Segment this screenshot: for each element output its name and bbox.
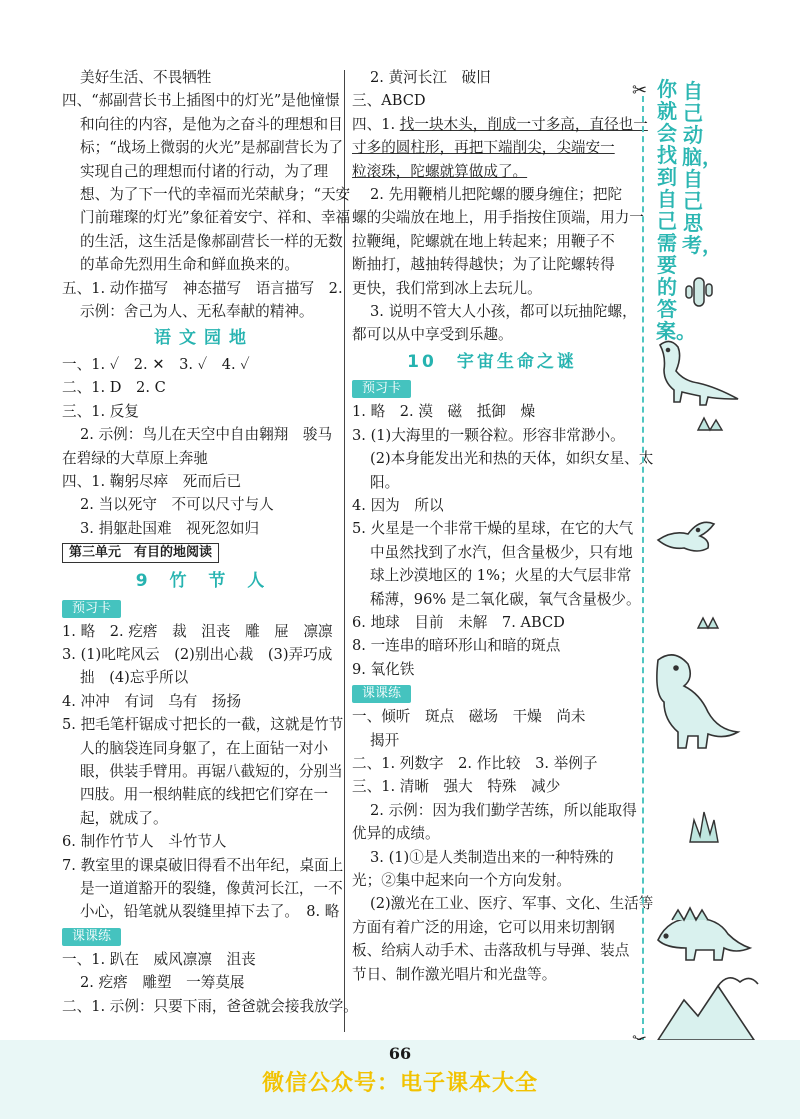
answer-line: (2)激光在工业、医疗、军事、文化、生活等 bbox=[370, 895, 654, 913]
answer-line: 的生活，这生活是像郝副营长一样的无数 bbox=[80, 232, 343, 250]
answer-line: 想、为了下一代的幸福而光荣献身；“天安 bbox=[80, 186, 351, 204]
section-tag-preview: 预习卡 bbox=[62, 600, 121, 618]
underlined-answer: 粒滚珠，陀螺就算做成了。 bbox=[352, 162, 528, 180]
answer-line: 球上沙漠地区的 1%；火星的大气层非常 bbox=[370, 567, 632, 585]
answer-line: 阳。 bbox=[370, 473, 400, 491]
answer-line: 实现自己的理想而付诸的行动，为了理 bbox=[80, 162, 329, 180]
answer-line: 7. 教室里的课桌破旧得看不出年纪，桌面上 bbox=[62, 856, 344, 874]
answer-line: 2. 示例：鸟儿在天空中自由翱翔 骏马 bbox=[80, 426, 333, 444]
answer-line: 光；②集中起来向一个方向发射。 bbox=[352, 872, 571, 889]
answer-line: 稀薄，96% 是二氧化碳，氧气含量极少。 bbox=[370, 590, 641, 608]
answer-line: 一、1. ✓ 2. ✕ 3. ✓ 4. ✓ bbox=[62, 355, 250, 373]
answer-line: 二、1. D 2. C bbox=[62, 379, 166, 397]
answer-line: 和向往的内容，是他为之奋斗的理想和目 bbox=[80, 115, 343, 133]
answer-line: 门前璀璨的灯光”象征着安宁、祥和、幸福 bbox=[80, 209, 351, 227]
answer-line: 2. 黄河长江 破旧 bbox=[370, 69, 491, 86]
sidebar-slogan-right: 自己动脑，自己思考， bbox=[682, 79, 722, 257]
answer-line: 更快，我们常到冰上去玩儿。 bbox=[352, 279, 542, 297]
answer-line: 人的脑袋连同身躯了，在上面钻一对小 bbox=[80, 739, 329, 757]
grass-icon bbox=[690, 812, 718, 842]
answer-line: 拙 (4)忘乎所以 bbox=[80, 669, 189, 687]
answer-line: (2)本身能发出光和热的天体，如织女星、太 bbox=[370, 450, 654, 468]
answer-line: 4. 因为 所以 bbox=[352, 496, 444, 514]
pterodactyl-icon bbox=[658, 522, 714, 551]
answer-line: 3. (1)叱咤风云 (2)别出心裁 (3)弄巧成 bbox=[62, 645, 333, 663]
left-column bbox=[62, 66, 358, 1018]
answer-line: 在碧绿的大草原上奔驰 bbox=[62, 449, 208, 467]
answer-line: 3. (1)①是人类制造出来的一种特殊的 bbox=[370, 848, 614, 866]
answer-line: 节日、制作激光唱片和光盘等。 bbox=[352, 965, 557, 983]
answer-line: 四、1. 鞠躬尽瘁 死而后已 bbox=[62, 472, 242, 490]
answer-line: 中虽然找到了水汽，但含量极少，只有地 bbox=[370, 543, 633, 561]
answer-line: 5. 把毛笔杆锯成寸把长的一截，这就是竹节 bbox=[62, 716, 344, 734]
answer-line: 是一道道豁开的裂缝，像黄河长江，一不 bbox=[80, 880, 343, 897]
answer-line: 二、1. 示例：只要下雨，爸爸就会接我放学。 bbox=[62, 997, 358, 1015]
lesson-title: 9 竹 节 人 bbox=[135, 571, 273, 592]
cactus-icon bbox=[686, 278, 712, 306]
stegosaurus-icon bbox=[658, 908, 750, 960]
underlined-answer: 寸多的圆柱形，再把下端削尖，尖端安一 bbox=[352, 139, 615, 157]
page-number: 66 bbox=[388, 1044, 412, 1063]
scissors-icon: ✂ bbox=[632, 80, 648, 101]
answer-line: 四、“郝副营长书上插图中的灯光”是他憧憬 bbox=[62, 92, 340, 110]
answer-line: 的革命先烈用生命和鲜血换来的。 bbox=[80, 256, 299, 274]
standing-dinosaur-icon bbox=[657, 655, 738, 748]
answer-line: 三、1. 清晰 强大 特殊 减少 bbox=[352, 778, 561, 796]
answer-line: 方面有着广泛的用途，它可以用来切割钢 bbox=[352, 918, 615, 936]
unit-label: 第三单元 有目的地阅读 bbox=[62, 543, 219, 563]
answer-line: 板、给病人动手术、击落敌机与导弹、装点 bbox=[352, 942, 630, 960]
section-title: 语文园地 bbox=[154, 328, 254, 349]
answer-line: 眼，供装手臂用。再锯八截短的，分别当 bbox=[80, 762, 343, 780]
answer-line: 五、1. 动作描写 神态描写 语言描写 2. bbox=[62, 279, 343, 297]
section-tag-preview: 预习卡 bbox=[352, 380, 411, 398]
answer-line: 美好生活、不畏牺牲 bbox=[80, 69, 212, 86]
answer-line: 三、ABCD bbox=[352, 92, 426, 110]
underlined-answer: 找一块木头，削成一寸多高，直径也一 bbox=[399, 115, 648, 133]
answer-line: 揭开 bbox=[370, 731, 400, 749]
answer-line: 3. (1)大海里的一颗谷粒。形容非常渺小。 bbox=[352, 426, 625, 444]
bush-icon bbox=[698, 418, 722, 430]
bush-icon bbox=[698, 618, 718, 628]
answer-line: 3. 说明不管大人小孩，都可以玩抽陀螺， bbox=[370, 303, 637, 321]
sidebar-slogan-left: 你就会找到自己需要的答案。 bbox=[656, 77, 696, 343]
section-tag-practice: 课课练 bbox=[352, 685, 411, 703]
right-column bbox=[352, 66, 654, 986]
answer-line: 起，就成了。 bbox=[80, 809, 168, 827]
decorative-sidebar bbox=[632, 0, 800, 1119]
answer-line: 6. 地球 目前 未解 7. ABCD bbox=[352, 613, 565, 631]
answer-line: 8. 一连串的暗环形山和暗的斑点 bbox=[352, 637, 561, 655]
mountain-icon bbox=[658, 978, 758, 1040]
answer-line: 9. 氧化铁 bbox=[352, 660, 415, 678]
dinosaur-illustrations bbox=[638, 0, 800, 1119]
answer-line: 四肢。用一根纳鞋底的线把它们穿在一 bbox=[80, 786, 329, 804]
answer-line: 断抽打，越抽转得越快；为了让陀螺转得 bbox=[352, 256, 615, 274]
answer-line: 2. 示例：因为我们勤学苦练，所以能取得 bbox=[370, 801, 637, 819]
answer-line: 二、1. 列数字 2. 作比较 3. 举例子 bbox=[352, 754, 598, 772]
footer-watermark-text: 微信公众号：电子课本大全 bbox=[261, 1071, 538, 1096]
answer-line: 标；“战场上微弱的火光”是郝副营长为了 bbox=[80, 139, 344, 157]
answer-line: 小心，铅笔就从裂缝里掉下去了。 8. 略 bbox=[80, 903, 340, 921]
answer-line: 1. 略 2. 疙瘩 裁 沮丧 雕 屉 凛凛 bbox=[62, 622, 333, 640]
answer-line: 2. 当以死守 不可以尺寸与人 bbox=[80, 496, 274, 514]
answer-line: 1. 略 2. 漠 磁 抵御 燥 bbox=[352, 403, 536, 421]
answer-line: 4. 冲冲 有词 乌有 扬扬 bbox=[62, 692, 242, 710]
answer-line: 示例：舍己为人、无私奉献的精神。 bbox=[80, 303, 314, 321]
answer-line: 拉鞭绳，陀螺就在地上转起来；用鞭子不 bbox=[352, 232, 615, 250]
answer-line: 5. 火星是一个非常干燥的星球，在它的大气 bbox=[352, 520, 634, 538]
answer-number: 四、1. bbox=[352, 115, 400, 133]
answer-line: 三、1. 反复 bbox=[62, 402, 139, 420]
long-neck-dinosaur-icon bbox=[660, 341, 738, 405]
answer-line: 6. 制作竹节人 斗竹节人 bbox=[62, 833, 227, 851]
lesson-title: 10 宇宙生命之谜 bbox=[407, 351, 577, 372]
answer-line: 一、1. 趴在 威风凛凛 沮丧 bbox=[62, 950, 256, 968]
answer-line: 螺的尖端放在地上，用手指按住顶端，用力一 bbox=[352, 209, 644, 227]
answer-line: 2. 疙瘩 雕塑 一筹莫展 bbox=[80, 974, 245, 992]
answer-line: 都可以从中享受到乐趣。 bbox=[352, 326, 513, 344]
answer-line bbox=[352, 113, 648, 136]
answer-line: 一、倾听 斑点 磁场 干燥 尚未 bbox=[352, 708, 586, 726]
answer-line: 3. 捐躯赴国难 视死忽如归 bbox=[80, 519, 260, 537]
answer-line: 2. 先用鞭梢儿把陀螺的腰身缠住；把陀 bbox=[370, 186, 623, 204]
answer-line: 优异的成绩。 bbox=[352, 825, 440, 843]
section-tag-practice: 课课练 bbox=[62, 928, 121, 946]
